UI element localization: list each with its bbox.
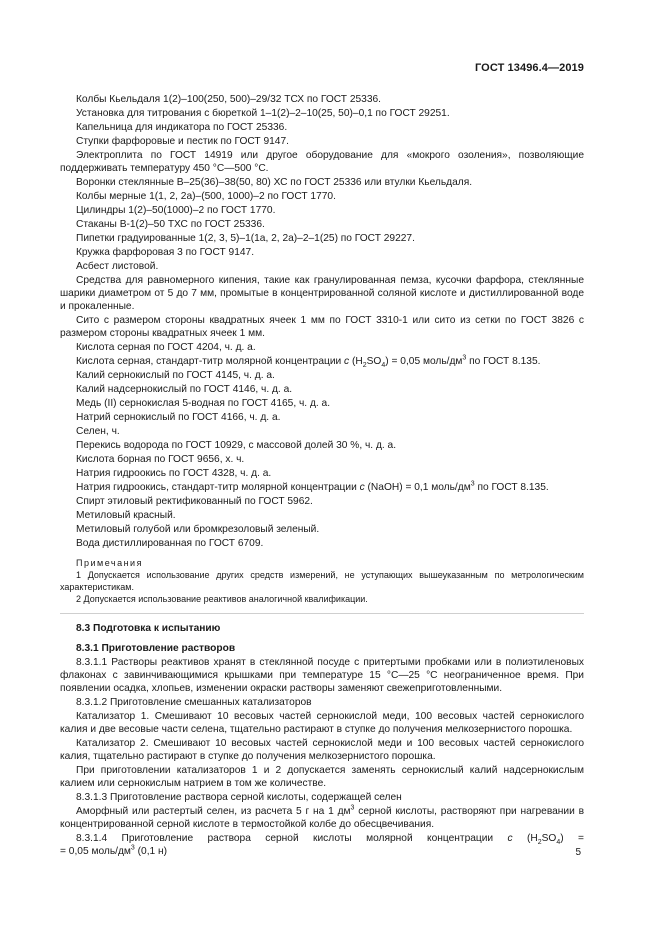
list-item: Установка для титрования с бюреткой 1–1(2)–2–10(25, 50)–0,1 по ГОСТ 29251. xyxy=(76,108,450,119)
list-item: Средства для равномерного кипения, такие как гранулированная пемза, кусочки фарфора, стеклянные шарики диаметром от 5 до 7 мм, промытые в концентрированной соляной кислоте и дистиллированной воде и прокаленные. xyxy=(60,275,584,312)
paragraph-continuation xyxy=(60,845,584,858)
naoh-titrant-item xyxy=(60,481,584,494)
paragraph-text: (0,1 н) xyxy=(134,846,168,857)
list-item: Калий надсернокислый по ГОСТ 4146, ч. д. а. xyxy=(76,384,293,395)
list-item: Кислота серная по ГОСТ 4204, ч. д. а. xyxy=(76,342,256,353)
unit-superscript: 3 xyxy=(130,844,135,852)
formula-subscript: 2 xyxy=(362,362,367,370)
formula-part: ) = xyxy=(560,833,584,844)
concentration-symbol: c xyxy=(507,833,513,844)
paragraph xyxy=(60,832,584,845)
item-text: Натрия гидроокись, стандарт-титр молярной концентрации xyxy=(76,482,360,493)
paragraph: 8.3.1.3 Приготовление раствора серной кислоты, содержащей селен xyxy=(76,792,402,803)
item-text: Кислота серная, стандарт-титр молярной концентрации xyxy=(76,356,345,367)
list-item: Метиловый красный. xyxy=(76,510,176,521)
list-item: Цилиндры 1(2)–50(1000)–2 по ГОСТ 1770. xyxy=(76,205,276,216)
notes-block xyxy=(60,557,584,605)
formula-part: ) = 0,05 моль/дм xyxy=(385,356,463,367)
formula-part: (NaOH) = 0,1 моль/дм xyxy=(364,482,471,493)
concentration-symbol: c xyxy=(359,482,365,493)
list-item: Колбы мерные 1(1, 2, 2а)–(500, 1000)–2 по ГОСТ 1770. xyxy=(76,191,336,202)
list-item: Электроплита по ГОСТ 14919 или другое оборудование для «мокрого озоления», позволяющие поддерживать температуру 450 °С—500 °С. xyxy=(60,150,584,174)
list-item: Асбест листовой. xyxy=(76,261,159,272)
paragraph: Катализатор 1. Смешивают 10 весовых частей сернокислой меди, 100 весовых частей сернокислого калия и две весовые части селена, тщательно растирают в ступке до получения мелкозернистого порошка. xyxy=(60,711,584,735)
list-item: Кружка фарфоровая 3 по ГОСТ 9147. xyxy=(76,247,255,258)
item-text: по ГОСТ 8.135. xyxy=(474,482,549,493)
formula-part: (H xyxy=(512,833,538,844)
formula-part: SO xyxy=(541,833,557,844)
subsection-heading: 8.3.1 Приготовление растворов xyxy=(76,643,236,654)
formula-subscript: 2 xyxy=(537,839,542,847)
paragraph-text: 8.3.1.4 Приготовление раствора серной кислоты молярной концентрации xyxy=(76,833,508,844)
concentration-symbol: c xyxy=(344,356,350,367)
formula-subscript: 4 xyxy=(556,839,561,847)
page-number: 5 xyxy=(575,847,581,858)
paragraph: 8.3.1.1 Растворы реактивов хранят в стеклянной посуде с притертыми пробками или в полиэтиленовых флаконах с завинчивающимися крышками при температуре 15 °С—25 °С неограниченное время. При появлении осадка, хлопьев, изменении окраски растворы заменяют свежеприготовленными. xyxy=(60,657,584,694)
list-item: Стаканы В-1(2)–50 ТХС по ГОСТ 25336. xyxy=(76,219,265,230)
note-1: 1 Допускается использование других средств измерений, не уступающих вышеуказанным по метрологическим характеристикам. xyxy=(60,570,584,592)
list-item: Натрий сернокислый по ГОСТ 4166, ч. д. а. xyxy=(76,412,281,423)
list-item: Ступки фарфоровые и пестик по ГОСТ 9147. xyxy=(76,136,289,147)
formula-part: SO xyxy=(366,356,382,367)
list-item: Пипетки градуированные 1(2, 3, 5)–1(1а, 2, 2а)–2–1(25) по ГОСТ 29227. xyxy=(76,233,415,244)
notes-title: Примечания xyxy=(76,558,143,568)
standard-designation: ГОСТ 13496.4—2019 xyxy=(474,62,584,74)
formula-subscript: 4 xyxy=(381,362,386,370)
paragraph xyxy=(60,805,584,831)
paragraph-text: серной кислоты, растворяют при нагревании в концентрированной серной кислоте в термостойкой колбе до обесцвечивания. xyxy=(60,806,584,830)
list-item: Калий сернокислый по ГОСТ 4145, ч. д. а. xyxy=(76,370,275,381)
unit-superscript: 3 xyxy=(462,354,467,362)
paragraph: Катализатор 2. Смешивают 10 весовых частей сернокислой меди и 100 весовых частей сернокислого калия, тщательно растирают в ступке до получения мелкозернистого порошка. xyxy=(60,738,584,762)
unit-superscript: 3 xyxy=(470,480,475,488)
paragraph-text: = 0,05 моль/дм xyxy=(60,846,131,857)
note-2: 2 Допускается использование реактивов аналогичной квалификации. xyxy=(76,594,368,604)
list-item: Колбы Кьельдаля 1(2)–100(250, 500)–29/32 ТСХ по ГОСТ 25336. xyxy=(76,94,381,105)
paragraph: 8.3.1.2 Приготовление смешанных катализаторов xyxy=(76,697,312,708)
h2so4-titrant-item xyxy=(60,355,584,368)
list-item: Воронки стеклянные В–25(36)–38(50, 80) ХС по ГОСТ 25336 или втулки Кьельдаля. xyxy=(76,177,473,188)
list-item: Перекись водорода по ГОСТ 10929, с массовой долей 30 %, ч. д. а. xyxy=(76,440,397,451)
list-item: Кислота борная по ГОСТ 9656, х. ч. xyxy=(76,454,245,465)
list-item: Капельница для индикатора по ГОСТ 25336. xyxy=(76,122,288,133)
paragraph-text: Аморфный или растертый селен, из расчета 5 г на 1 дм xyxy=(76,806,351,817)
formula-part: (H xyxy=(349,356,363,367)
section-heading: 8.3 Подготовка к испытанию xyxy=(76,623,221,634)
list-item: Вода дистиллированная по ГОСТ 6709. xyxy=(76,538,264,549)
paragraph: При приготовлении катализаторов 1 и 2 допускается заменять сернокислый калий надсернокислым калием или сернокислым натрием в том же количестве. xyxy=(60,765,584,789)
document-body xyxy=(60,93,584,859)
list-item: Метиловый голубой или бромкрезоловый зеленый. xyxy=(76,524,320,535)
divider xyxy=(60,613,584,614)
list-item: Спирт этиловый ректификованный по ГОСТ 5962. xyxy=(76,496,313,507)
list-item: Сито с размером стороны квадратных ячеек 1 мм по ГОСТ 3310-1 или сито из сетки по ГОСТ 3826 с размером стороны квадратных ячеек 1 мм. xyxy=(60,315,584,339)
list-item: Селен, ч. xyxy=(76,426,120,437)
unit-superscript: 3 xyxy=(350,804,355,812)
list-item: Медь (II) сернокислая 5-водная по ГОСТ 4165, ч. д. а. xyxy=(76,398,331,409)
list-item: Натрия гидроокись по ГОСТ 4328, ч. д. а. xyxy=(76,468,272,479)
item-text: по ГОСТ 8.135. xyxy=(466,356,541,367)
